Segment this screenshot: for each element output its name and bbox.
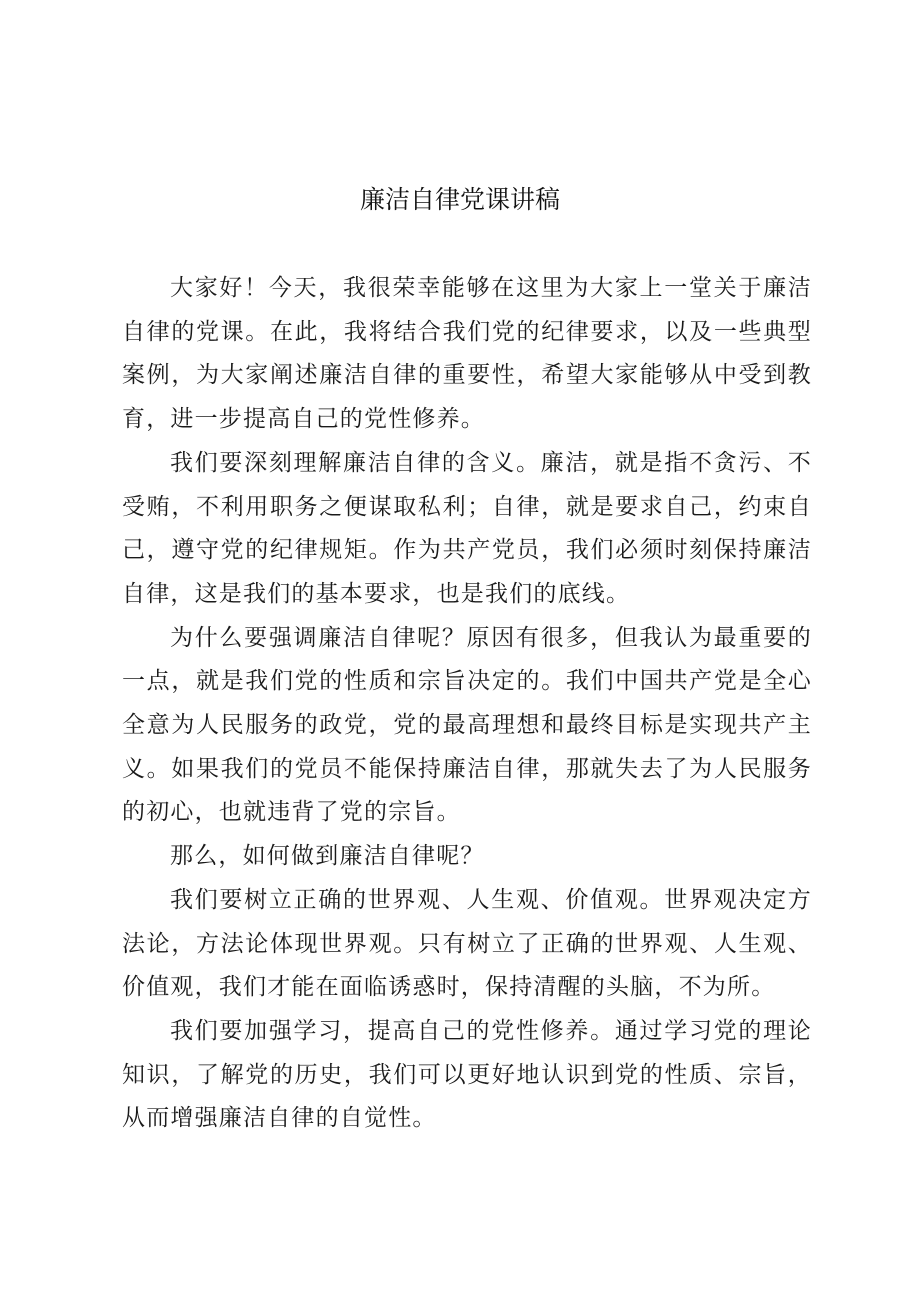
- paragraph-worldview: 我们要树立正确的世界观、人生观、价值观。世界观决定方法论，方法论体现世界观。只有树立了正确的世界观、人生观、价值观，我们才能在面临诱惑时，保持清醒的头脑，不为所。: [122, 886, 812, 1001]
- document-title: 廉洁自律党课讲稿: [359, 185, 560, 214]
- paragraph-how-question: 那么，如何做到廉洁自律呢？: [170, 843, 485, 870]
- paragraph-why: 为什么要强调廉洁自律呢？原因有很多，但我认为最重要的一点，就是我们党的性质和宗旨决定的。我们中国共产党是全心全意为人民服务的政党，党的最高理想和最终目标是实现共产主义。如果我们的党员不能保持廉洁自律，那就失去了为人民服务的初心，也就违背了党的宗旨。: [122, 624, 812, 826]
- document-body: [122, 267, 812, 1141]
- paragraph-intro: 大家好！今天，我很荣幸能够在这里为大家上一堂关于廉洁自律的党课。在此，我将结合我们党的纪律要求，以及一些典型案例，为大家阐述廉洁自律的重要性，希望大家能够从中受到教育，进一步提高自己的党性修养。: [122, 275, 812, 433]
- paragraph-meaning: 我们要深刻理解廉洁自律的含义。廉洁，就是指不贪污、不受贿，不利用职务之便谋取私利；自律，就是要求自己，约束自己，遵守党的纪律规矩。作为共产党员，我们必须时刻保持廉洁自律，这是我们的基本要求，也是我们的底线。: [122, 449, 812, 607]
- paragraph-study: 我们要加强学习，提高自己的党性修养。通过学习党的理论知识，了解党的历史，我们可以更好地认识到党的性质、宗旨，从而增强廉洁自律的自觉性。: [122, 1017, 812, 1132]
